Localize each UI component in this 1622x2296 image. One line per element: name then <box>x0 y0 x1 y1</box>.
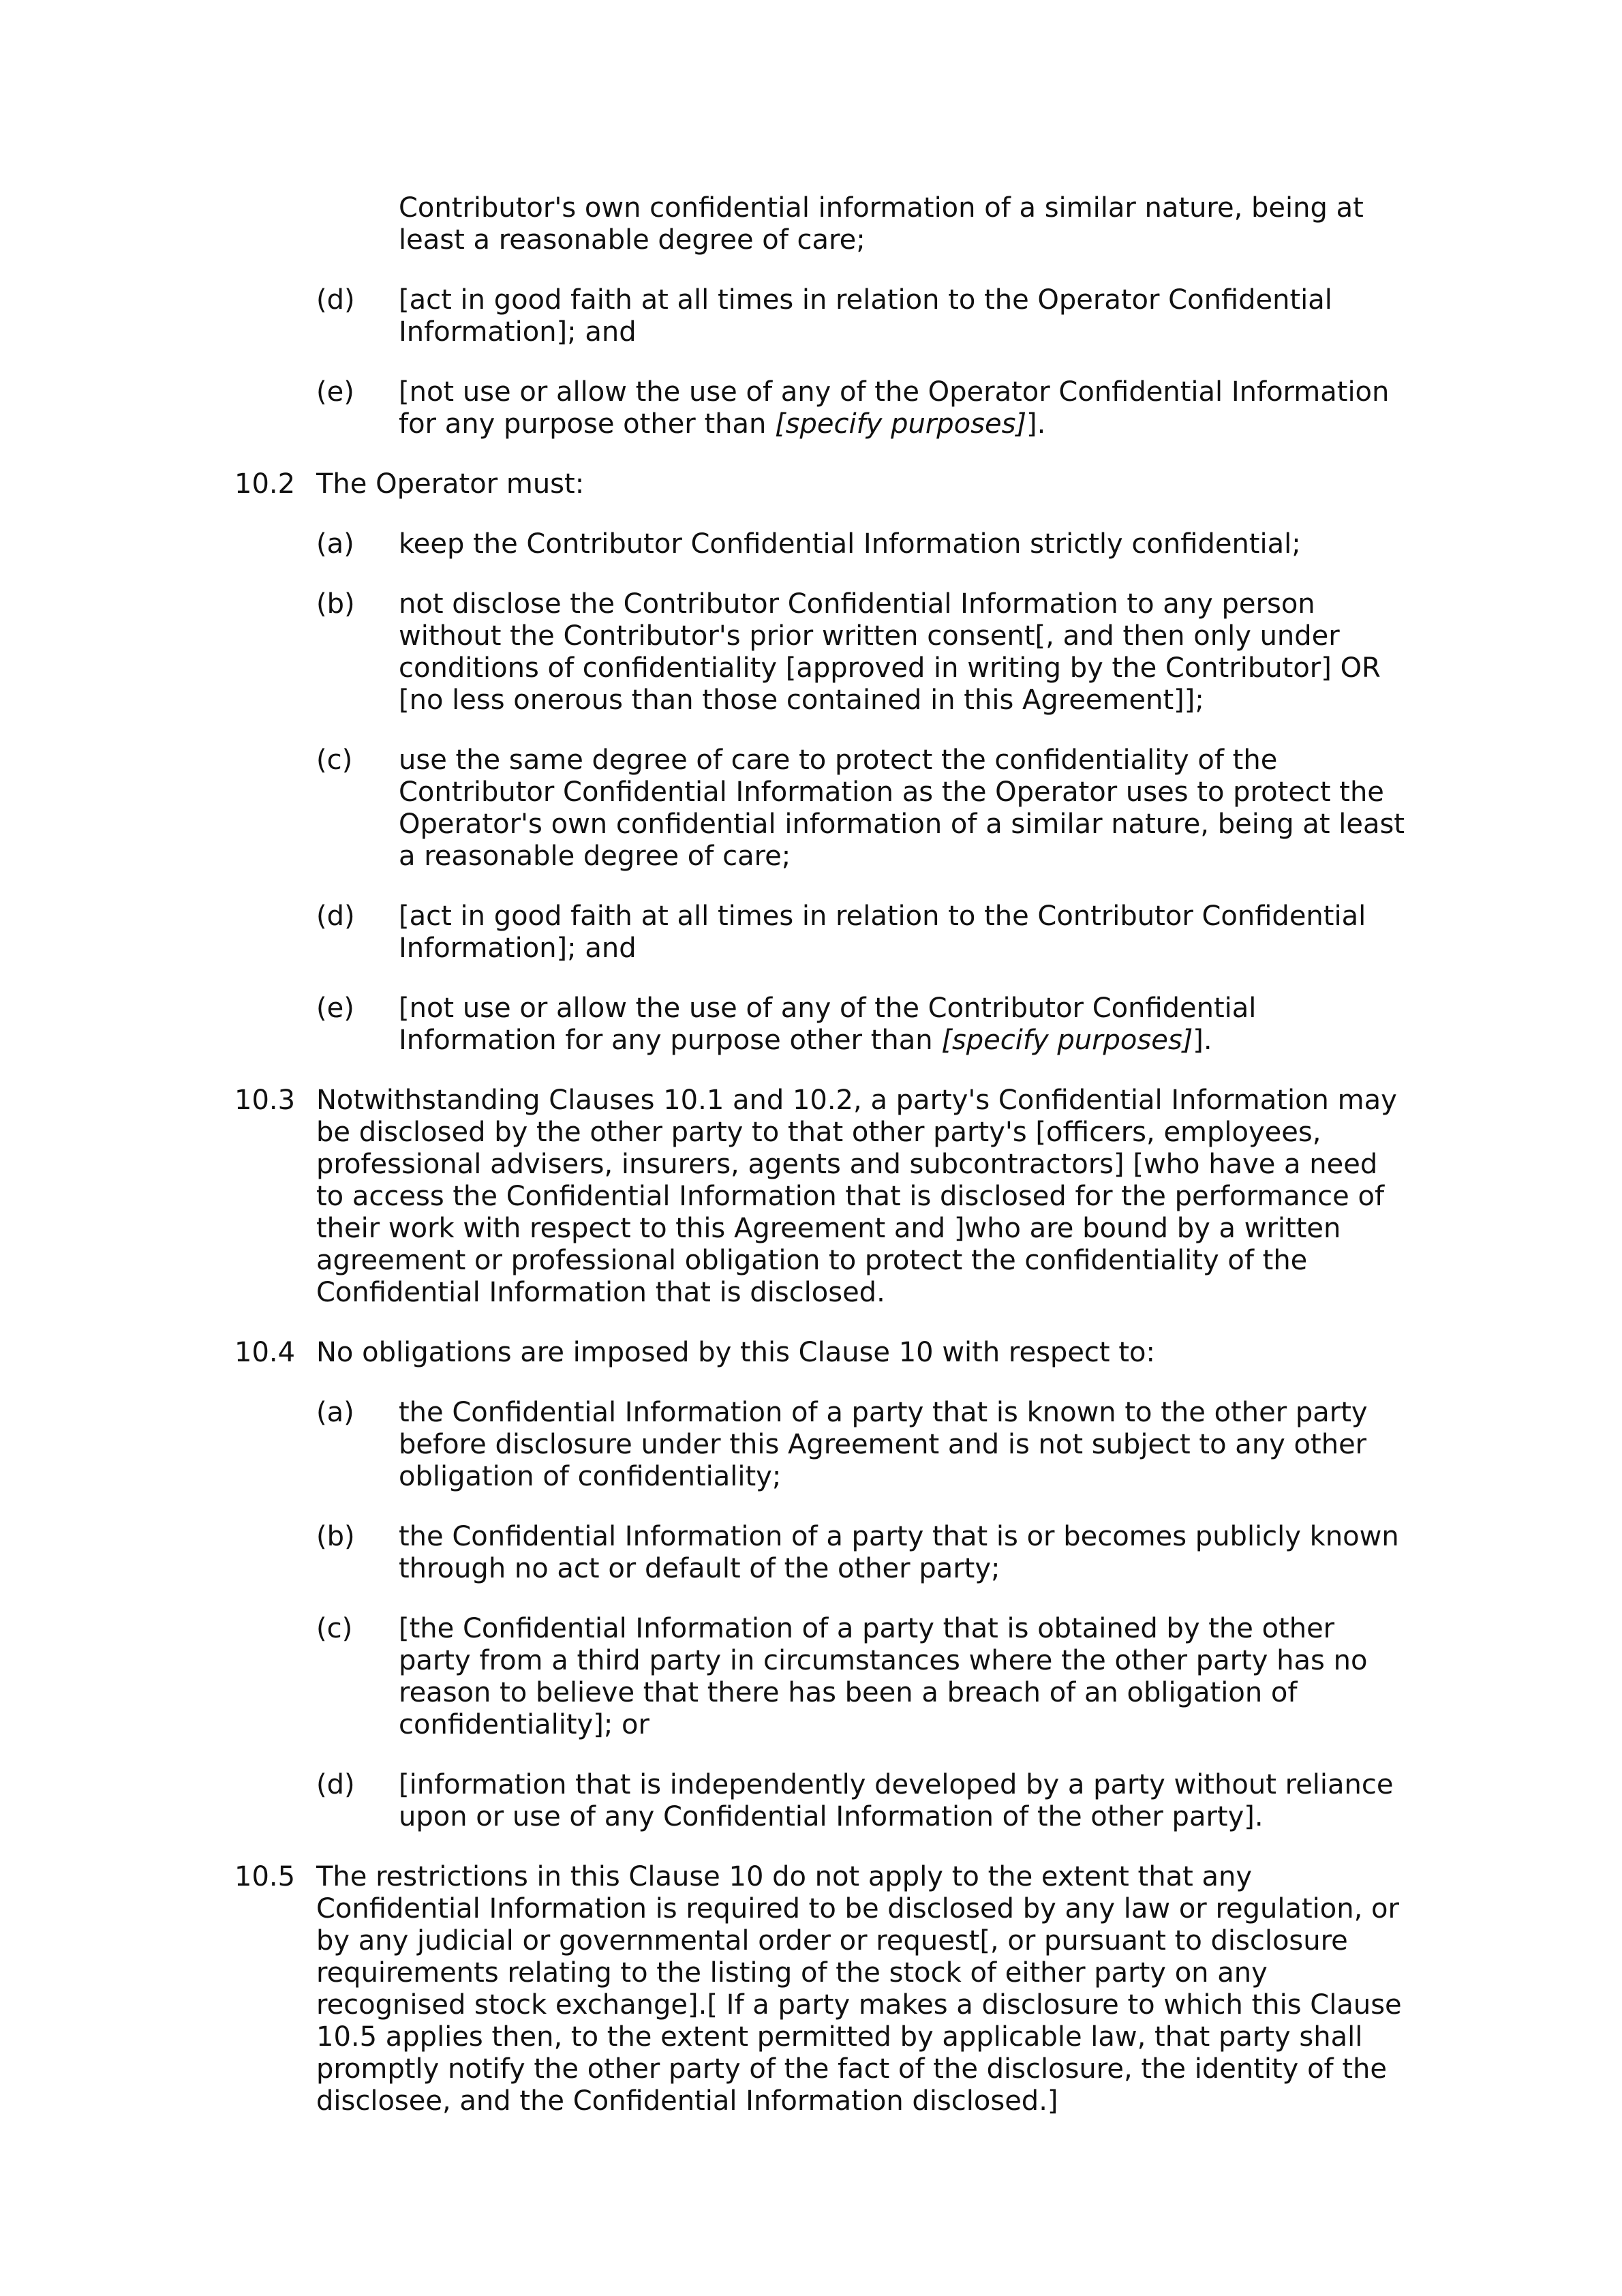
text-segment: ]. <box>1026 408 1046 440</box>
text-segment: keep the Contributor Confidential Information strictly confidential; <box>399 528 1301 560</box>
sub-clause <box>0 192 1622 256</box>
clause-text <box>316 1085 1407 1309</box>
text-segment: No obligations are imposed by this Clause 10 with respect to: <box>316 1337 1155 1368</box>
sub-clause-number: (a) <box>316 1397 354 1428</box>
sub-clause-number: (b) <box>316 588 355 620</box>
sub-clause-text <box>399 744 1407 873</box>
placeholder-text: [specify purposes] <box>941 1025 1193 1056</box>
text-segment: not disclose the Contributor Confidential Information to any person without the Contributor's prior written consent[, and then only under conditions of confidentiality [approved in writing by the Contributor] OR [no less onerous than those contained in this Agreement]]; <box>399 588 1381 716</box>
sub-clause <box>0 528 1622 560</box>
clause <box>0 468 1622 500</box>
clause-text <box>316 468 1407 500</box>
document-body <box>0 192 1622 2145</box>
clause-number: 10.5 <box>234 1861 296 1892</box>
clause-number: 10.2 <box>234 468 296 500</box>
sub-clause-text <box>399 528 1407 560</box>
sub-clause-number: (b) <box>316 1521 355 1552</box>
sub-clause <box>0 993 1622 1057</box>
text-segment: [act in good faith at all times in relation to the Contributor Confidential Information]; and <box>399 901 1366 964</box>
sub-clause-text <box>399 284 1407 348</box>
placeholder-text: [specify purposes] <box>775 408 1027 440</box>
sub-clause-number: (e) <box>316 376 354 408</box>
sub-clause-text <box>399 376 1407 440</box>
clause-number: 10.3 <box>234 1085 296 1116</box>
sub-clause <box>0 1397 1622 1493</box>
clause <box>0 1337 1622 1369</box>
sub-clause-number: (d) <box>316 901 355 932</box>
text-segment: The restrictions in this Clause 10 do not apply to the extent that any Confidential Information is required to be disclosed by any law or regulation, or by any judicial or governmental order or request[, or pursuant to disclosure requirements relating to the listing of the stock of either party on any recognised stock exchange].[ If a party makes a disclosure to which this Clause 10.5 applies then, to the extent permitted by applicable law, that party shall promptly notify the other party of the fact of the disclosure, the identity of the disclosee, and the Confidential Information disclosed.] <box>316 1861 1402 2117</box>
sub-clause <box>0 1769 1622 1833</box>
sub-clause-text <box>399 993 1407 1057</box>
sub-clause-number: (d) <box>316 284 355 316</box>
sub-clause-number: (c) <box>316 744 353 776</box>
sub-clause <box>0 376 1622 440</box>
sub-clause-text <box>399 901 1407 965</box>
text-segment: [act in good faith at all times in relation to the Operator Confidential Information]; and <box>399 284 1332 348</box>
sub-clause <box>0 1613 1622 1741</box>
sub-clause-number: (e) <box>316 993 354 1024</box>
text-segment: [information that is independently developed by a party without reliance upon or use of any Confidential Information of the other party]. <box>399 1769 1394 1832</box>
clause <box>0 1861 1622 2117</box>
text-segment: [not use or allow the use of any of the Contributor Confidential Information for any purpose other than <box>399 993 1257 1056</box>
clause <box>0 1085 1622 1309</box>
clause-text <box>316 1861 1407 2117</box>
sub-clause <box>0 588 1622 716</box>
text-segment: the Confidential Information of a party that is or becomes publicly known through no act or default of the other party; <box>399 1521 1399 1584</box>
text-segment: Notwithstanding Clauses 10.1 and 10.2, a party's Confidential Information may be disclosed by the other party to that other party's [officers, employees, professional advisers, insurers, agents and subcontractors] [who have a need to access the Confidential Information that is disclosed for the performance of their work with respect to this Agreement and ]who are bound by a written agreement or professional obligation to protect the confidentiality of the Confidential Information that is disclosed. <box>316 1085 1397 1308</box>
clause-number: 10.4 <box>234 1337 296 1368</box>
sub-clause-text <box>399 588 1407 716</box>
sub-clause-text <box>399 1521 1407 1585</box>
sub-clause-text <box>399 192 1407 256</box>
sub-clause-text <box>399 1613 1407 1741</box>
text-segment: ]. <box>1193 1025 1212 1056</box>
sub-clause-text <box>399 1769 1407 1833</box>
sub-clause <box>0 284 1622 348</box>
sub-clause-number: (a) <box>316 528 354 560</box>
text-segment: [the Confidential Information of a party that is obtained by the other party from a third party in circumstances where the other party has no reason to believe that there has been a breach of an obligation of confidentiality]; or <box>399 1613 1368 1740</box>
text-segment: [not use or allow the use of any of the Operator Confidential Information for any purpose other than <box>399 376 1390 440</box>
text-segment: use the same degree of care to protect the confidentiality of the Contributor Confidential Information as the Operator uses to protect the Operator's own confidential information of a similar nature, being at least a reasonable degree of care; <box>399 744 1405 872</box>
text-segment: Contributor's own confidential information of a similar nature, being at least a reasonable degree of care; <box>399 192 1364 256</box>
text-segment: The Operator must: <box>316 468 585 500</box>
sub-clause <box>0 1521 1622 1585</box>
clause-text <box>316 1337 1407 1369</box>
sub-clause-number: (c) <box>316 1613 353 1644</box>
sub-clause <box>0 744 1622 873</box>
sub-clause-number: (d) <box>316 1769 355 1800</box>
text-segment: the Confidential Information of a party that is known to the other party before disclosure under this Agreement and is not subject to any other obligation of confidentiality; <box>399 1397 1368 1492</box>
sub-clause-text <box>399 1397 1407 1493</box>
sub-clause <box>0 901 1622 965</box>
